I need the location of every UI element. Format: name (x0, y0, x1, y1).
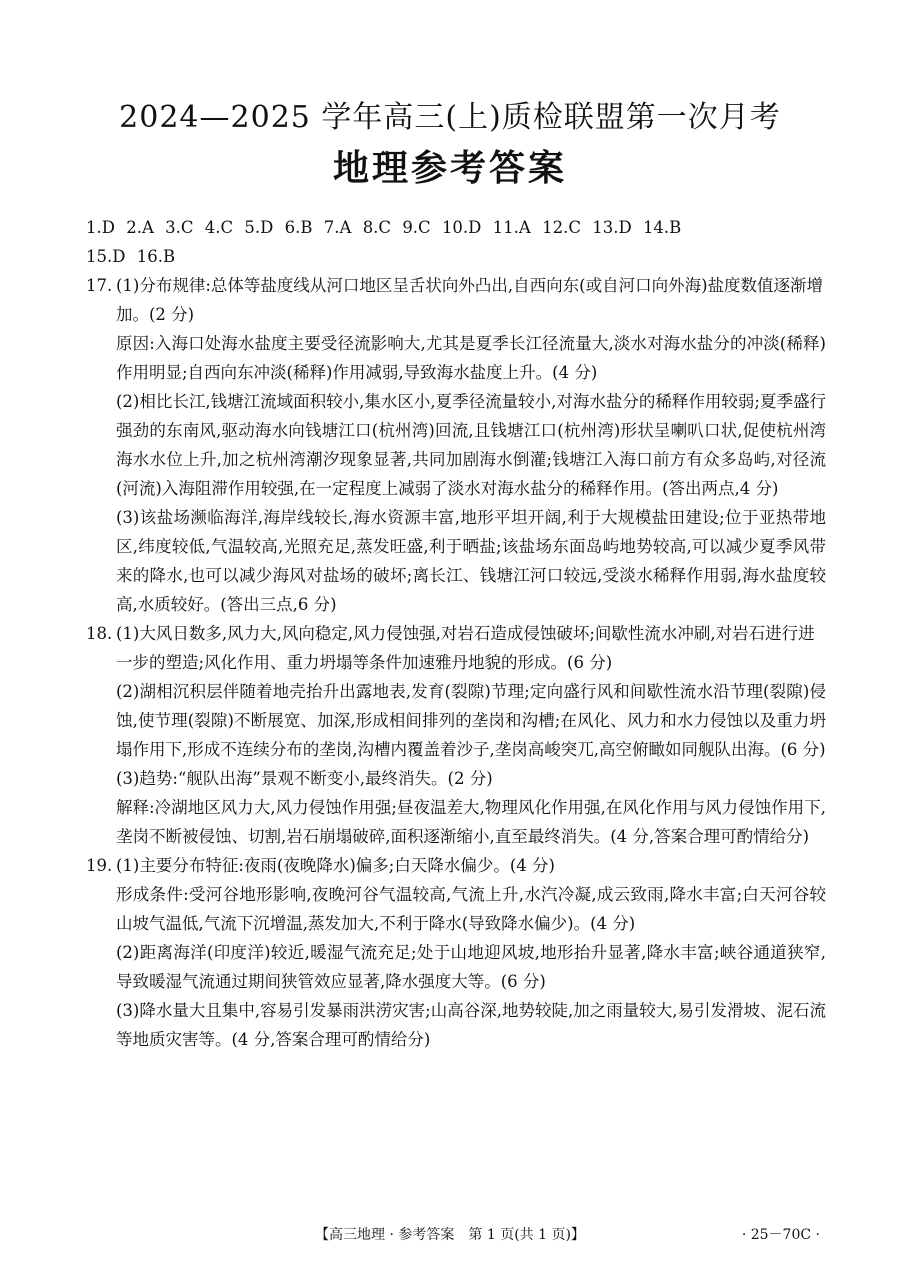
choice-answer: 16.B (136, 247, 176, 266)
q18-part3-trend: (3)趋势:“舰队出海”景观不断变小,最终消失。(2 分) (116, 769, 493, 788)
q19-part2: (2)距离海洋(印度洋)较近,暖湿气流充足;处于山地迎风坡,地形抬升显著,降水丰富;峡谷通道狭窄,导致暖湿气流通过期间狭管效应显著,降水强度大等。(6 分) (116, 943, 826, 991)
q18-part3-explanation: 解释:冷湖地区风力大,风力侵蚀作用强;昼夜温差大,物理风化作用强,在风化作用与风力侵蚀作用下,垄岗不断被侵蚀、切割,岩石崩塌破碎,面积逐渐缩小,直至最终消失。(4 分,答案合理可酌情给分) (116, 798, 826, 846)
choice-answer: 13.D (592, 218, 632, 237)
q18-part2: (2)湖相沉积层伴随着地壳抬升出露地表,发育(裂隙)节理;定向盛行风和间歇性流水沿节理(裂隙)侵蚀,使节理(裂隙)不断展宽、加深,形成相间排列的垄岗和沟槽;在风化、风力和水力侵蚀以及重力坍塌作用下,形成不连续分布的垄岗,沟槽内覆盖着沙子,垄岗高峻突兀,高空俯瞰如同舰队出海。(6 分) (116, 682, 826, 759)
question-number: 17. (86, 276, 113, 295)
answer-text: (1)主要分布特征:夜雨(夜晚降水)偏多;白天降水偏少。(4 分) (116, 856, 555, 875)
exam-title: 2024—2025 学年高三(上)质检联盟第一次月考 (119, 100, 781, 135)
question-number: 19. (86, 856, 113, 875)
question-number: 18. (86, 624, 113, 643)
choice-answers-line-1 (86, 213, 826, 242)
choice-answer: 10.D (441, 218, 482, 237)
footer-paper-code: · 25－70C · (741, 1227, 820, 1243)
footer-page-label: 【高三地理 · 参考答案 第 1 页(共 1 页)】 (315, 1227, 585, 1243)
choice-answers-line-2 (86, 242, 826, 271)
answer-text: (1)大风日数多,风力大,风向稳定,风力侵蚀强,对岩石造成侵蚀破坏;间歇性流水冲刷,对岩石进行进一步的塑造;风化作用、重力坍塌等条件加速雅丹地貌的形成。(6 分) (116, 624, 815, 672)
q17-part3: (3)该盐场濒临海洋,海岸线较长,海水资源丰富,地形平坦开阔,利于大规模盐田建设;位于亚热带地区,纬度较低,气温较高,光照充足,蒸发旺盛,利于晒盐;该盐场东面岛屿地势较高,可以减少夏季风带来的降水,也可以减少海风对盐场的破坏;离长江、钱塘江河口较远,受淡水稀释作用弱,海水盐度较高,水质较好。(答出三点,6 分) (116, 508, 826, 614)
q19-part3: (3)降水量大且集中,容易引发暴雨洪涝灾害;山高谷深,地势较陡,加之雨量较大,易引发滑坡、泥石流等地质灾害等。(4 分,答案合理可酌情给分) (116, 1001, 826, 1049)
answer-content (86, 213, 826, 1054)
choice-answer: 9.C (402, 218, 431, 237)
choice-answer: 6.B (284, 218, 313, 237)
choice-answer: 4.C (204, 218, 234, 237)
choice-answer: 7.A (323, 218, 352, 237)
choice-answer: 11.A (492, 218, 531, 237)
choice-answer: 15.D (86, 247, 126, 266)
q17-reason: 原因:入海口处海水盐度主要受径流影响大,尤其是夏季长江径流量大,淡水对海水盐分的冲淡(稀释)作用明显;自西向东冲淡(稀释)作用减弱,导致海水盐度上升。(4 分) (116, 334, 826, 382)
choice-answer: 5.D (244, 218, 274, 237)
choice-answer: 3.C (165, 218, 194, 237)
choice-answer: 1.D (86, 218, 115, 237)
page-title: 地理参考答案 (332, 147, 567, 189)
choice-answer: 14.B (642, 218, 682, 237)
choice-answer: 2.A (126, 218, 154, 237)
choice-answer: 12.C (542, 218, 581, 237)
q17-part1 (86, 271, 826, 329)
answer-text: (1)分布规律:总体等盐度线从河口地区呈舌状向外凸出,自西向东(或自河口向外海)盐度数值逐渐增加。(2 分) (116, 276, 824, 324)
q17-part2: (2)相比长江,钱塘江流域面积较小,集水区小,夏季径流量较小,对海水盐分的稀释作用较弱;夏季盛行强劲的东南风,驱动海水向钱塘江口(杭州湾)回流,且钱塘江口(杭州湾)形状呈喇叭口状,促使杭州湾海水水位上升,加之杭州湾潮汐现象显著,共同加剧海水倒灌;钱塘江入海口前方有众多岛屿,对径流(河流)入海阻滞作用较强,在一定程度上减弱了淡水对海水盐分的稀释作用。(答出两点,4 分) (116, 392, 826, 498)
choice-answer: 8.C (362, 218, 392, 237)
q19-part1 (86, 851, 826, 880)
q19-conditions: 形成条件:受河谷地形影响,夜晚河谷气温较高,气流上升,水汽冷凝,成云致雨,降水丰富;白天河谷较山坡气温低,气流下沉增温,蒸发加大,不利于降水(导致降水偏少)。(4 分) (116, 885, 826, 933)
q18-part1 (86, 619, 826, 677)
